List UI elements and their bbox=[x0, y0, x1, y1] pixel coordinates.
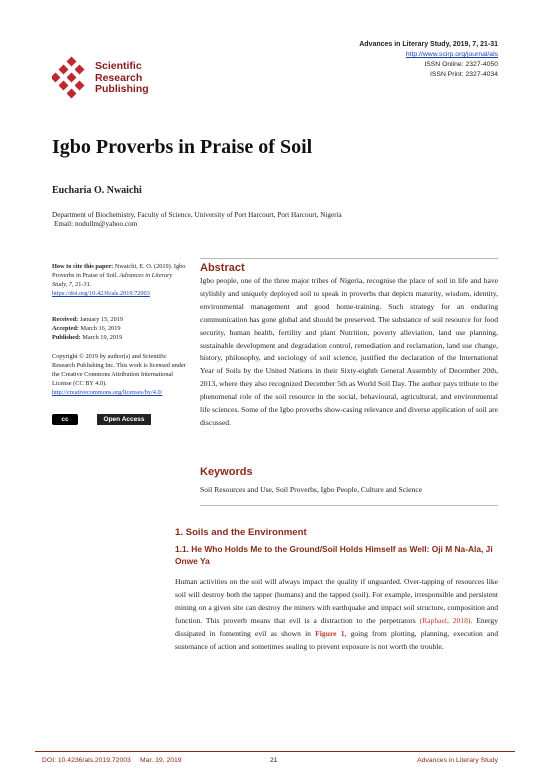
section-heading: 1. Soils and the Environment bbox=[175, 527, 307, 538]
journal-url-link[interactable]: http://www.scirp.org/journal/als bbox=[405, 51, 498, 58]
footer-journal: Advances in Literary Study bbox=[417, 757, 498, 764]
subsection-heading: 1.1. He Who Holds Me to the Ground/Soil Holds Himself as Well: Oji M Na-Ala, Ji Onwe Ya bbox=[175, 544, 493, 566]
footer-date: Mar. 19, 2019 bbox=[140, 757, 182, 764]
publisher-line-2: Research bbox=[95, 71, 143, 84]
keywords-text: Soil Resources and Use, Soil Proverbs, Igbo People, Culture and Science bbox=[200, 485, 423, 494]
copyright-text: Copyright © 2019 by author(s) and Scientific Research Publishing Inc. This work is licensed under the Creative Commons Attribution International License (CC BY 4.0). bbox=[52, 353, 186, 387]
body-text-b: . Energy dissipated in fomenting evil as shown in bbox=[175, 616, 498, 639]
cite-text: Nwaichi, E. O. (2019). Igbo Proverbs in Praise of Soil. bbox=[52, 263, 186, 279]
footer-doi: DOI: 10.4236/als.2019.72003 bbox=[42, 757, 131, 764]
received-label: Received: bbox=[52, 316, 79, 323]
how-to-cite bbox=[52, 262, 187, 298]
cc-by-badge-icon[interactable]: cc bbox=[52, 414, 78, 425]
accepted-label: Accepted: bbox=[52, 325, 79, 332]
body-text-a: Human activities on the soil will always impact the quality if unguarded. Over-tapping of resources like soil will destroy both the tapper (humans) and the tapped (soil). For example, irresponsible and persistent mining on a given site can destroy the miners with earthquake and impact soil structure, composition and function. This proverb means that evil is a distraction to the perpetrators bbox=[175, 577, 498, 626]
affiliation: Department of Biochemistry, Faculty of Science, University of Port Harcourt, Port Harcourt, Nigeria bbox=[52, 211, 342, 219]
received-date: January 15, 2019 bbox=[79, 316, 124, 323]
published-label: Published: bbox=[52, 334, 81, 341]
cite-pages: 21-31. bbox=[75, 281, 92, 288]
doi-link[interactable]: https://doi.org/10.4236/als.2019.72003 bbox=[52, 290, 150, 297]
abstract-heading: Abstract bbox=[200, 262, 245, 274]
article-dates bbox=[52, 315, 187, 342]
published-date: March 19, 2019 bbox=[82, 334, 123, 341]
cite-label: How to cite this paper: bbox=[52, 263, 114, 270]
paper-title: Igbo Proverbs in Praise of Soil bbox=[52, 136, 313, 158]
license-badges bbox=[52, 414, 152, 426]
keywords-heading: Keywords bbox=[200, 466, 253, 478]
publisher-line-3: Publishing bbox=[95, 83, 149, 95]
cite-journal: Advances in Literary Study, 7, bbox=[52, 272, 173, 288]
copyright-notice bbox=[52, 352, 187, 397]
publisher-line-1: Scientific bbox=[95, 60, 142, 72]
author-email: Email: nodullm@yahoo.com bbox=[54, 220, 138, 228]
abstract-text: Igbo people, one of the three major tribes of Nigeria, recognise the place of soil in life and have stylishly and uniquely deployed soil to speak in proverbs that depicts maturity, wisdom, identity, environmental management and good home-training. Such strategy for an enduring communication has gone global and should be preserved. The substance of soil resource for food security, human health, fertility and plant Nutrition, poverty alleviation, land use planning, sustainable development and degradation control, remediation and reclamation, land use change, history, philosophy, and sociology of soil science, justified the declaration of the International Year of Soils by the United Nations in their Sixty-eighth General Assembly of December 20th, 2013, where they also recognized December 5th as World Soil Day. The author pays tribute to the phenomenal role of the soil resource in the social, behavioural, agricultural, and environmental life sciences. Some of the Igbo proverbs show-casing relevance and diverse application of soil are discussed. bbox=[200, 276, 498, 427]
body-text-c: , going from plotting, planning, execution and sustenance of action and sometimes sealing to prevent exposure is not worth the trouble. bbox=[175, 629, 498, 652]
open-access-badge: Open Access bbox=[97, 414, 151, 425]
issn-online: ISSN Online: 2327-4050 bbox=[424, 61, 498, 68]
journal-citation: Advances in Literary Study, 2019, 7, 21-31 bbox=[359, 41, 498, 48]
section-body bbox=[175, 575, 498, 654]
footer-rule bbox=[35, 751, 515, 752]
reference-link[interactable]: (Raphael, 2018) bbox=[419, 616, 471, 626]
scirp-logo-icon bbox=[52, 56, 100, 104]
license-link[interactable]: http://creativecommons.org/licenses/by/4.0/ bbox=[52, 389, 163, 396]
issn-print: ISSN Print: 2327-4034 bbox=[429, 71, 498, 78]
figure-link[interactable]: Figure 1 bbox=[315, 629, 345, 639]
abstract-rule bbox=[200, 258, 498, 259]
keywords-rule bbox=[200, 505, 498, 506]
accepted-date: March 16, 2019 bbox=[80, 325, 121, 332]
page-number: 21 bbox=[270, 757, 278, 764]
author-name: Eucharia O. Nwaichi bbox=[52, 185, 142, 196]
publisher-name bbox=[95, 61, 149, 96]
